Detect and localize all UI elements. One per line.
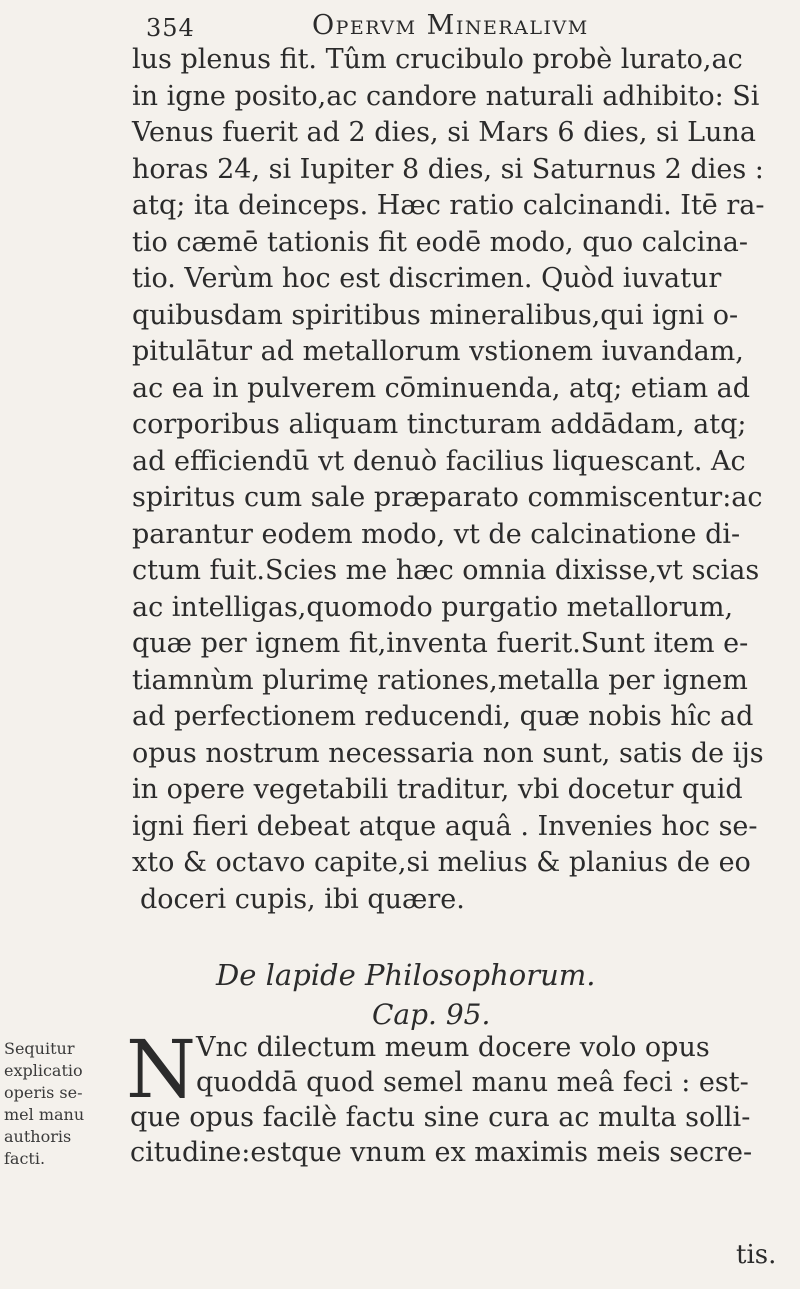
text-line: quæ per ignem fit,inventa fuerit.Sunt item e- xyxy=(132,628,749,659)
text-line: igni fieri debeat atque aquâ . Invenies hoc se- xyxy=(132,810,758,842)
text-line: Venus fuerit ad 2 dies, si Mars 6 dies, si Luna xyxy=(132,117,756,148)
margin-note xyxy=(4,1038,124,1170)
chapter-number: Cap. 95. xyxy=(372,998,491,1031)
margin-note-line: facti. xyxy=(4,1149,46,1168)
text-line: tio. Verùm hoc est discrimen. Quòd iuvatur xyxy=(132,263,722,294)
margin-note-line: mel manu xyxy=(4,1105,85,1124)
text-line: ctum fuit.Scies me hæc omnia dixisse,vt scias xyxy=(132,555,760,586)
text-line: ac intelligas,quomodo purgatio metallorum, xyxy=(132,591,734,623)
text-line: in igne posito,ac candore naturali adhibito: Si xyxy=(132,80,760,112)
chapter-text-line: quoddā quod semel manu meâ feci : est- xyxy=(196,1067,749,1098)
margin-note-line: explicatio xyxy=(4,1061,83,1080)
text-line: tio cæmē tationis fit eodē modo, quo calcina- xyxy=(132,226,748,258)
page-number: 354 xyxy=(146,14,195,42)
text-line: parantur eodem modo, vt de calcinatione di- xyxy=(132,518,741,550)
margin-note-line: operis se- xyxy=(4,1083,83,1102)
main-text-block xyxy=(132,42,782,918)
text-line: lus plenus fit. Tûm crucibulo probè lurato,ac xyxy=(132,44,743,75)
text-line: ad efficiendū vt denuò facilius liquescant. Ac xyxy=(132,445,746,477)
text-line: corporibus aliquam tincturam addādam, atq; xyxy=(132,409,747,440)
text-line: atq; ita deinceps. Hæc ratio calcinandi. Itē ra- xyxy=(132,190,765,221)
catchword-tail: tis. xyxy=(736,1240,777,1270)
text-line: spiritus cum sale præparato commiscentur:ac xyxy=(132,482,763,513)
chapter-text-line: Vnc dilectum meum docere volo opus xyxy=(196,1032,710,1063)
text-line: xto & octavo capite,si melius & planius de eo xyxy=(132,847,751,878)
chapter-text-line: citudine:estque vnum ex maximis meis secre- xyxy=(130,1137,753,1168)
chapter-text-block xyxy=(130,1030,786,1170)
text-line: pitulātur ad metallorum vstionem iuvandam, xyxy=(132,336,744,367)
chapter-text-line: que opus facilè factu sine cura ac multa solli- xyxy=(130,1102,751,1133)
text-line: opus nostrum necessaria non sunt, satis de ijs xyxy=(132,737,764,769)
drop-cap-initial: N xyxy=(126,1023,196,1116)
margin-note-line: Sequitur xyxy=(4,1039,75,1058)
running-title: Opervm Mineralivm xyxy=(312,10,589,41)
chapter-title: De lapide Philosophorum. xyxy=(216,958,596,992)
text-line: in opere vegetabili traditur, vbi docetur quid xyxy=(132,774,743,805)
margin-note-line: authoris xyxy=(4,1127,72,1146)
text-line: ad perfectionem reducendi, quæ nobis hîc ad xyxy=(132,701,754,732)
text-line: quibusdam spiritibus mineralibus,qui igni o- xyxy=(132,299,739,331)
text-line: tiamnùm plurimę rationes,metalla per ignem xyxy=(132,664,748,696)
page-header xyxy=(140,6,780,40)
text-line: horas 24, si Iupiter 8 dies, si Saturnus 2 dies : xyxy=(132,153,764,185)
text-line: ac ea in pulverem cōminuenda, atq; etiam ad xyxy=(132,372,751,404)
text-line: doceri cupis, ibi quære. xyxy=(140,883,465,915)
